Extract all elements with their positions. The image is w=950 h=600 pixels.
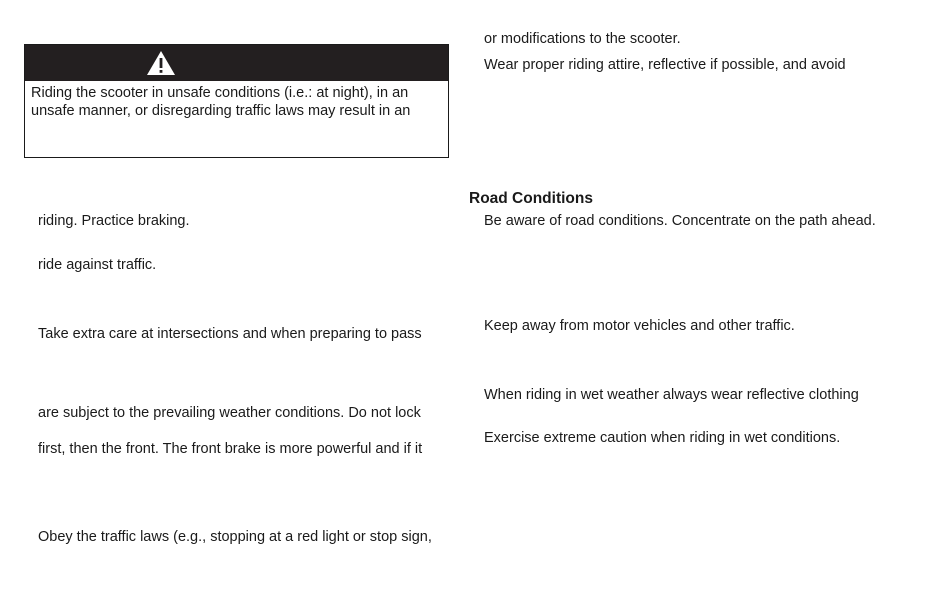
left-text-line-2: ride against traffic.	[38, 257, 157, 273]
warning-text-line-2: unsafe manner, or disregarding traffic laws may result in an	[31, 103, 411, 119]
left-text-line-5: first, then the front. The front brake is more powerful and if it	[38, 441, 423, 457]
warning-header	[25, 45, 448, 81]
left-text-line-3: Take extra care at intersections and when preparing to pass	[38, 326, 422, 342]
right-text-line-2: Wear proper riding attire, reflective if possible, and avoid	[484, 57, 846, 73]
left-text-line-4: are subject to the prevailing weather conditions. Do not lock	[38, 405, 421, 421]
road-conditions-line-2: Keep away from motor vehicles and other traffic.	[484, 318, 795, 334]
warning-box	[24, 44, 449, 158]
right-text-line-1: or modifications to the scooter.	[484, 31, 681, 47]
left-text-line-6: Obey the traffic laws (e.g., stopping at a red light or stop sign,	[38, 529, 432, 545]
road-conditions-line-1: Be aware of road conditions. Concentrate on the path ahead.	[484, 213, 876, 229]
road-conditions-line-3: When riding in wet weather always wear reflective clothing	[484, 387, 859, 403]
left-text-line-1: riding. Practice braking.	[38, 213, 190, 229]
warning-text-line-1: Riding the scooter in unsafe conditions (i.e.: at night), in an	[31, 85, 409, 101]
road-conditions-line-4: Exercise extreme caution when riding in wet conditions.	[484, 430, 841, 446]
section-heading-road-conditions: Road Conditions	[469, 190, 593, 207]
warning-triangle-icon	[146, 50, 176, 76]
